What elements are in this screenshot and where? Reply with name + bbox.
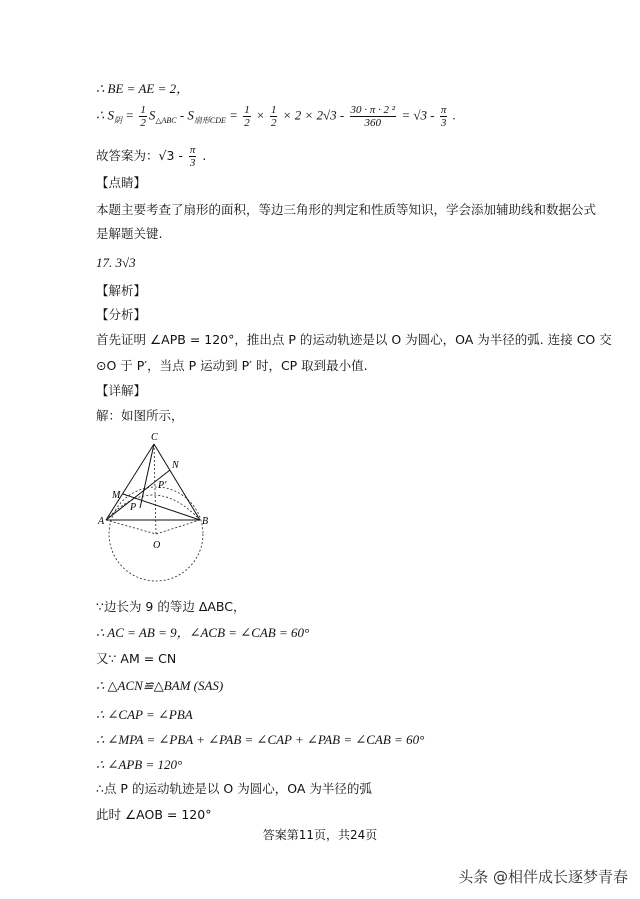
fraction-pi-3	[440, 104, 448, 129]
fraction-den: 3	[440, 117, 447, 129]
heading-dianjing: 【点睛】	[96, 175, 147, 190]
formula-prefix: ∴ S	[96, 107, 115, 123]
text-line-analysis-1: 首先证明 ∠APB = 120°，推出点 P 的运动轨迹是以 O 为圆心，OA 为半径的弧. 连接 CO 交	[96, 332, 612, 347]
fraction-den: 2	[140, 117, 146, 129]
heading-xiangjie: 【详解】	[96, 383, 147, 398]
text-line-locus: ∴点 P 的运动轨迹是以 O 为圆心，OA 为半径的弧	[96, 781, 372, 796]
text-line-analysis-2: ⊙O 于 P′，当点 P 运动到 P′ 时，CP 取到最小值.	[96, 358, 368, 373]
label-b: B	[202, 516, 209, 527]
fraction-den: 2	[244, 117, 250, 129]
formula-minus: - S	[176, 107, 194, 123]
fraction-sector	[350, 104, 397, 129]
segment-ao-dashed	[106, 520, 156, 534]
fraction-num: 1	[270, 104, 277, 116]
label-m: M	[112, 490, 121, 501]
text-line-congruent: ∴ △ACN≌△BAM (SAS)	[96, 678, 224, 693]
fraction-half-3	[270, 104, 278, 129]
formula-s: S	[148, 107, 156, 123]
text-line-angle-aob: 此时 ∠AOB = 120°	[96, 807, 212, 822]
fraction-num: π	[440, 104, 447, 116]
formula-rest1: × 2 × 2√3 -	[279, 107, 348, 123]
geometry-figure	[96, 430, 216, 590]
heading-jiexi: 【解析】	[96, 283, 147, 298]
page-footer: 答案第11页，共24页	[262, 828, 378, 842]
text-line-angle-cap: ∴ ∠CAP = ∠PBA	[96, 707, 193, 722]
text-line-area-formula	[96, 104, 456, 130]
text-line-sides: ∴ AC = AB = 9，∠ACB = ∠CAB = 60°	[96, 625, 310, 640]
fraction-num: 1	[140, 104, 146, 116]
text-line-be-ae: ∴ BE = AE = 2，	[96, 81, 190, 96]
formula-end: .	[449, 107, 456, 123]
formula-times: ×	[252, 107, 268, 123]
text-line-angle-apb: ∴ ∠APB = 120°	[96, 757, 183, 772]
fraction-den: 3	[189, 157, 196, 169]
label-a: A	[98, 516, 105, 527]
text-line-answer	[96, 144, 206, 169]
fraction-half	[139, 104, 147, 129]
label-c: C	[151, 432, 158, 443]
heading-fenxi: 【分析】	[96, 307, 147, 322]
formula-rest2: = √3 -	[398, 107, 438, 123]
text-line-am-cn: 又∵ AM = CN	[96, 651, 177, 666]
fraction-den: 360	[364, 117, 382, 129]
segment-bo-dashed	[156, 520, 200, 534]
formula-sub-triangle: △ABC	[155, 116, 177, 126]
formula-sub-sector: 扇形CDE	[193, 116, 226, 126]
fraction-num: π	[189, 144, 196, 156]
fraction-den: 2	[270, 117, 277, 129]
answer-text: 故答案为：√3 -	[96, 148, 187, 163]
question-17-answer: 17. 3√3	[96, 255, 136, 270]
text-line-given: ∵边长为 9 的等边 ΔABC，	[96, 599, 246, 614]
fraction-num: 1	[244, 104, 250, 116]
label-o: O	[153, 540, 161, 551]
watermark: 头条 @相伴成长逐梦青春	[458, 868, 628, 886]
fraction-half-2	[243, 104, 251, 129]
formula-sub-shaded: 阴	[114, 116, 123, 126]
text-line-summary-1: 本题主要考查了扇形的面积，等边三角形的判定和性质等知识，学会添加辅助线和数据公式	[96, 202, 597, 217]
text-line-angle-mpa: ∴ ∠MPA = ∠PBA + ∠PAB = ∠CAP + ∠PAB = ∠CAB = 60°	[96, 732, 425, 747]
fraction-answer	[189, 144, 197, 169]
text-line-summary-2: 是解题关键.	[96, 226, 163, 241]
fraction-num: 30 · π · 2 ²	[350, 104, 396, 116]
answer-end: .	[198, 148, 207, 163]
label-p: P	[130, 502, 137, 513]
formula-eq2: =	[225, 107, 242, 123]
formula-eq: =	[122, 107, 138, 123]
segment-cp	[140, 444, 154, 508]
text-line-solution-intro: 解：如图所示，	[96, 408, 184, 423]
label-n: N	[172, 460, 179, 471]
label-p-prime: P′	[158, 480, 167, 491]
